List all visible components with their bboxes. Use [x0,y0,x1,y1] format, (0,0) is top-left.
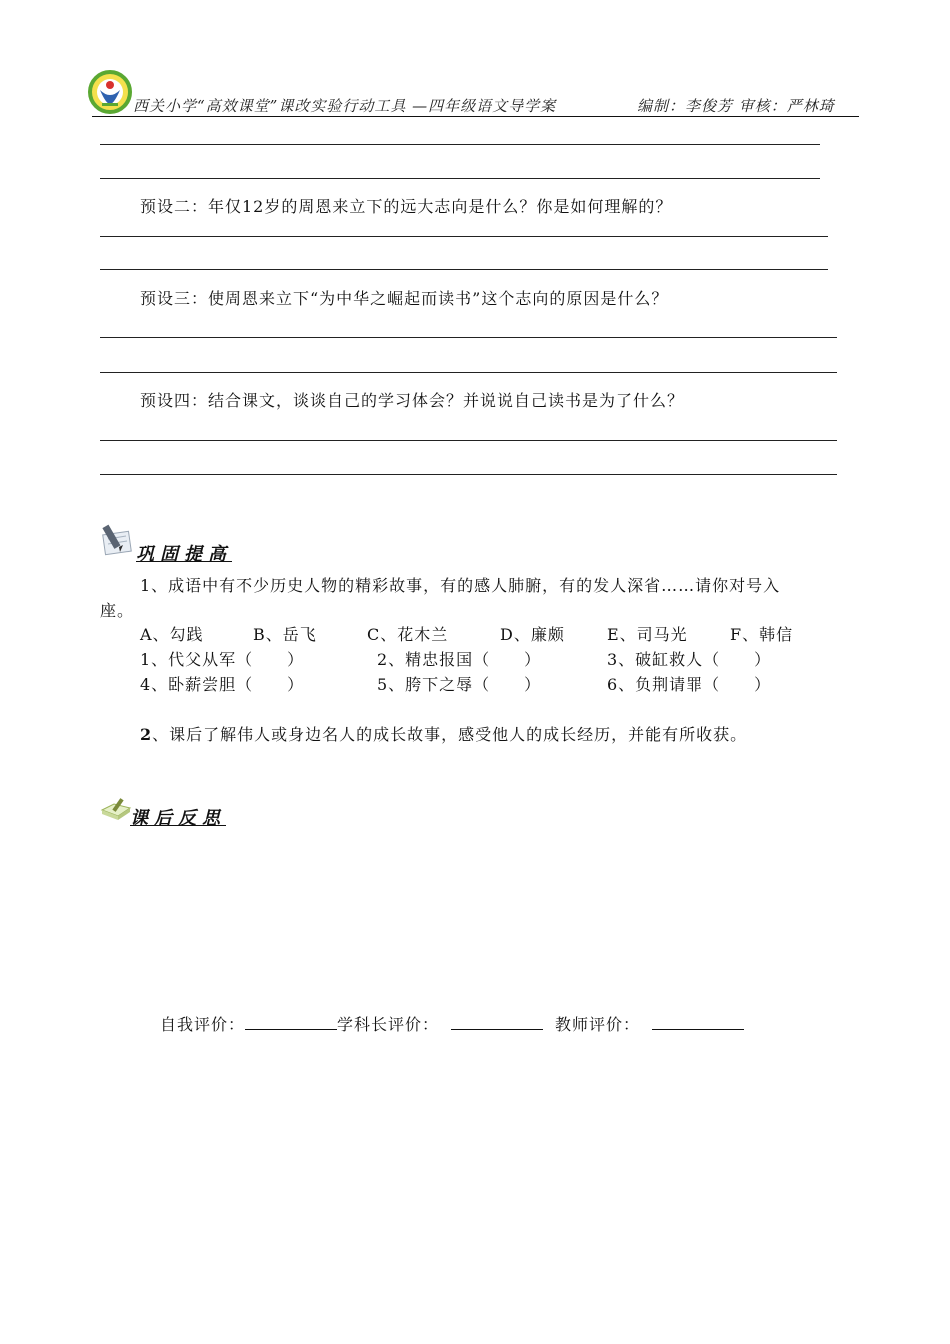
option-d: D、廉颇 [500,625,565,644]
option-f: F、韩信 [730,625,794,644]
option-b: B、岳飞 [253,625,317,644]
idiom-item: 2、精忠报国（ ） [377,650,542,669]
section-title-consolidate: 巩固提高 [136,544,232,565]
teacher-evaluation-label: 教师评价： [555,1015,641,1034]
self-evaluation-label: 自我评价： [160,1015,246,1034]
exercise-two-number: 2 [140,725,153,744]
section-title-reflection: 课后反思 [130,808,226,829]
open-book-icon [100,796,132,824]
subject-lead-evaluation-blank[interactable] [451,1015,543,1030]
header-divider [92,116,859,117]
school-logo [88,70,132,114]
idiom-item: 5、胯下之辱（ ） [377,675,542,694]
answer-line [100,236,828,237]
answer-line [100,178,820,179]
answer-line [100,474,837,475]
subject-lead-evaluation-label: 学科长评价： [337,1015,440,1034]
answer-line [100,144,820,145]
idiom-item: 4、卧薪尝胆（ ） [140,675,305,694]
answer-line [100,337,837,338]
header-editors: 编制：李俊芳 审核：严林琦 [637,97,835,115]
option-c: C、花木兰 [367,625,449,644]
answer-line [100,372,837,373]
answer-line [100,440,837,441]
header-title: 西关小学“高效课堂”课改实验行动工具 —四年级语文导学案 [133,97,557,115]
exercise-two-text: 、课后了解伟人或身边名人的成长故事，感受他人的成长经历，并能有所收获。 [152,725,748,744]
teacher-evaluation-blank[interactable] [652,1015,744,1030]
idiom-item: 3、破缸救人（ ） [607,650,772,669]
idiom-item: 1、代父从军（ ） [140,650,305,669]
pencil-notebook-icon [100,523,136,557]
exercise-one-prompt-cont: 座。 [100,601,135,620]
question-preset-four: 预设四：结合课文，谈谈自己的学习体会？并说说自己读书是为了什么？ [140,391,685,410]
question-preset-two: 预设二：年仅12岁的周恩来立下的远大志向是什么？你是如何理解的？ [140,197,673,216]
idiom-item: 6、负荆请罪（ ） [607,675,772,694]
option-e: E、司马光 [607,625,688,644]
exercise-one-prompt: 1、成语中有不少历史人物的精彩故事，有的感人肺腑，有的发人深省……请你对号入 [140,576,781,595]
answer-line [100,269,828,270]
option-a: A、勾践 [140,625,204,644]
evaluation-row [160,1012,744,1035]
self-evaluation-blank[interactable] [245,1015,337,1030]
exercise-two [140,722,747,745]
question-preset-three: 预设三：使周恩来立下“为中华之崛起而读书”这个志向的原因是什么？ [140,289,669,308]
